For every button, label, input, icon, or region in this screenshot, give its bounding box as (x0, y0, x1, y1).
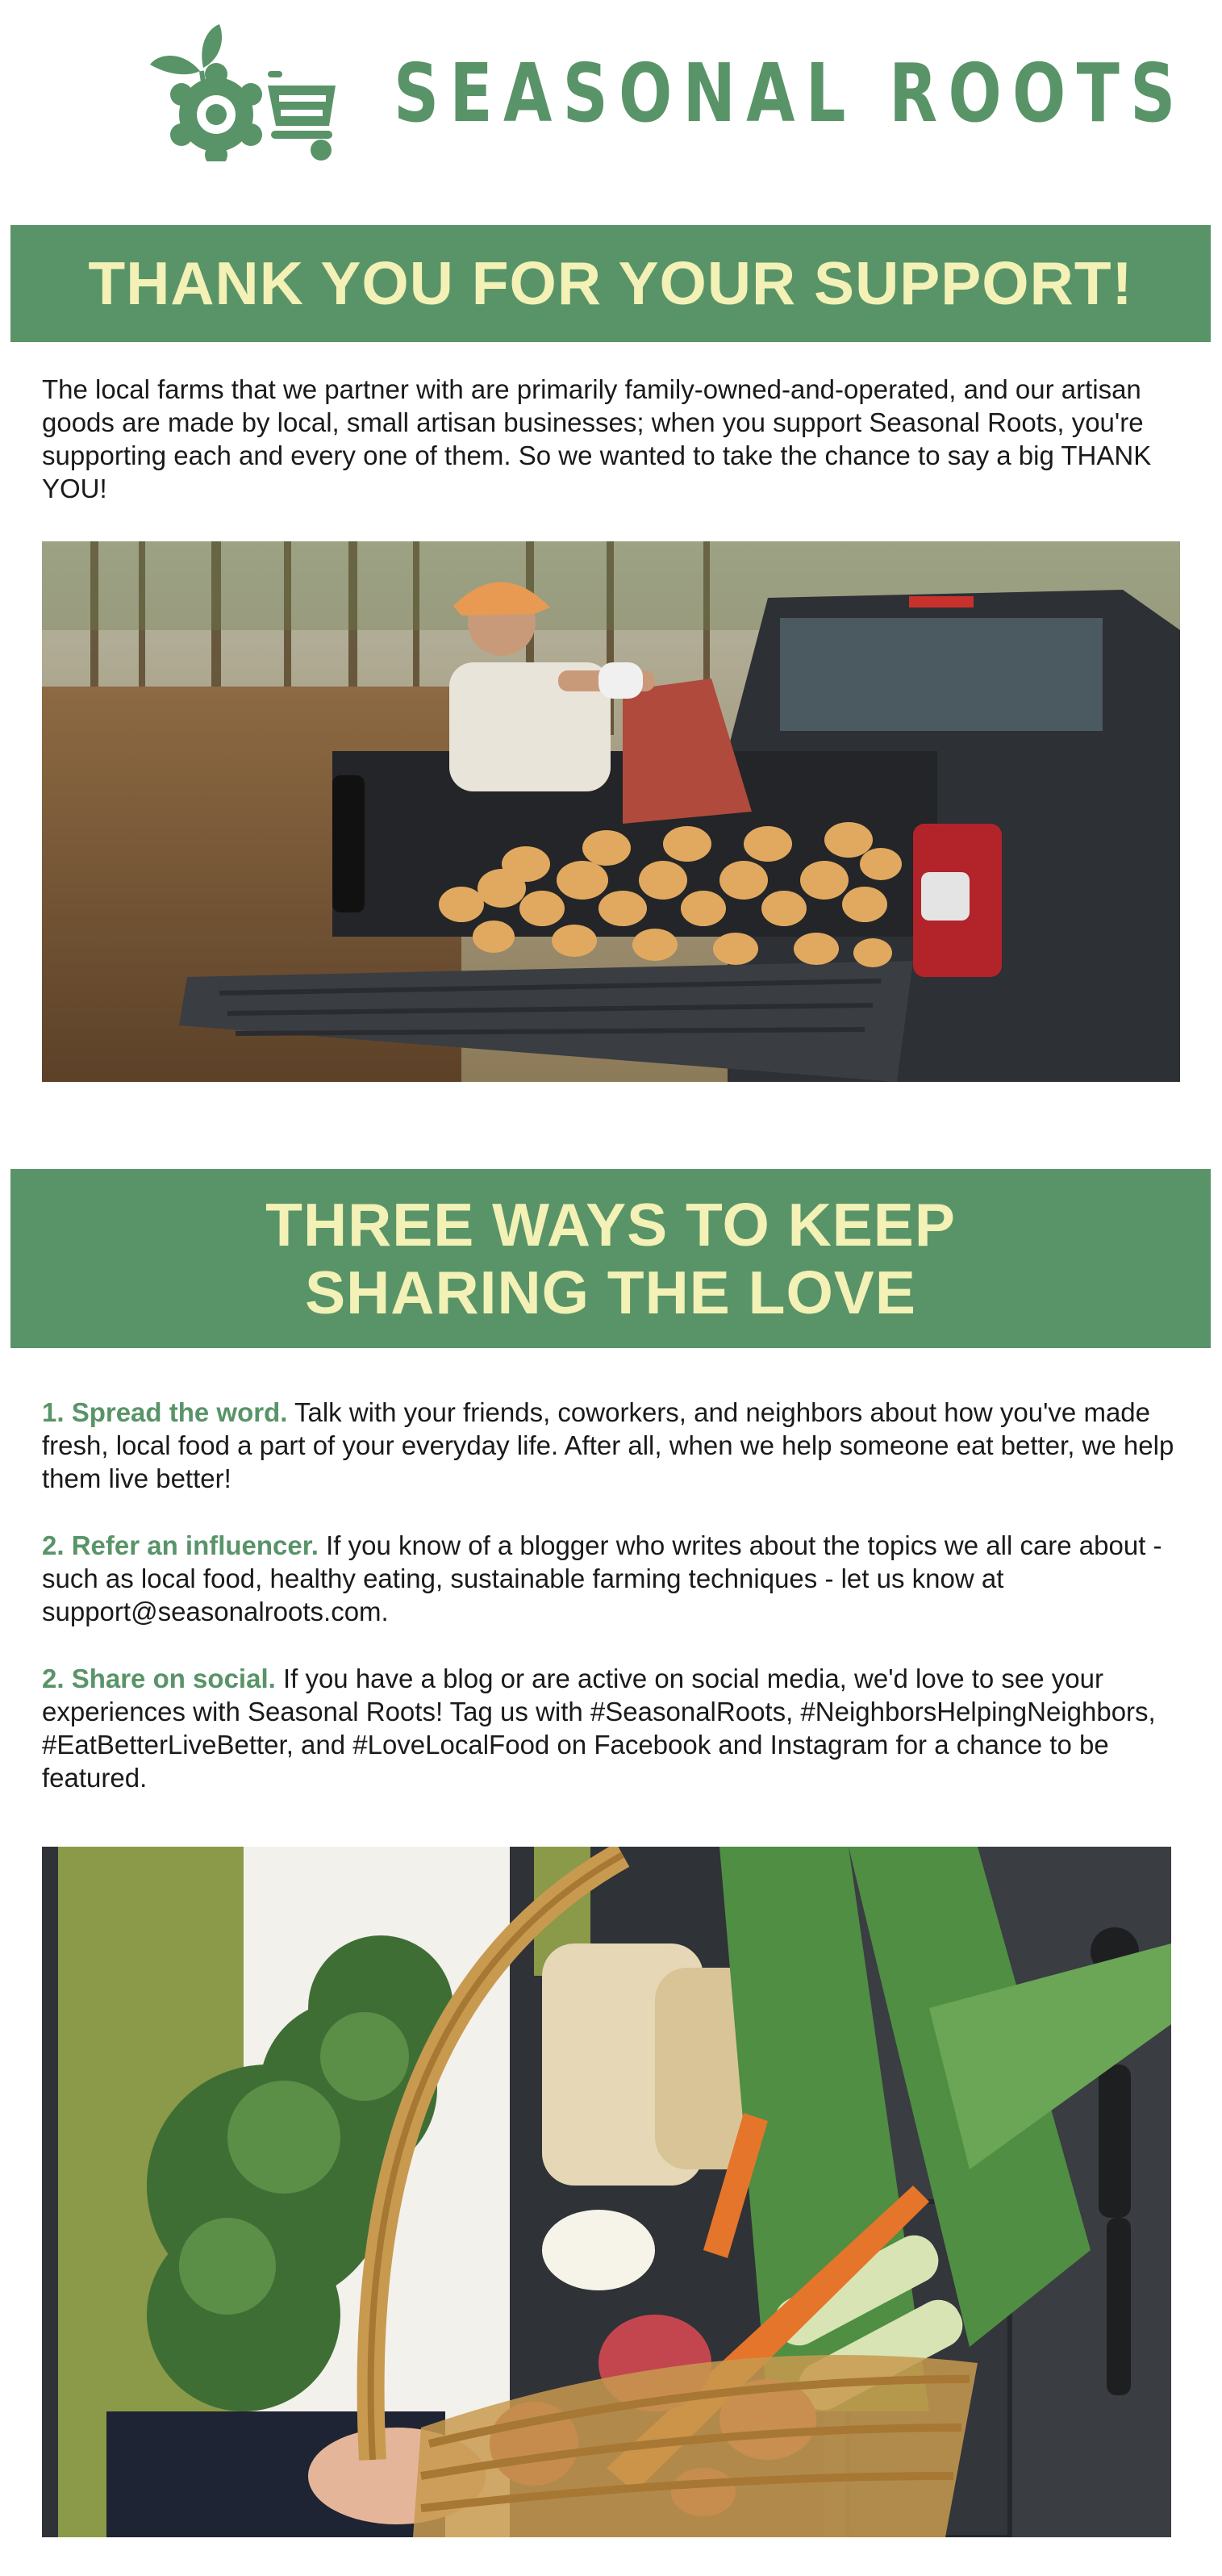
tip-item (42, 1396, 1187, 1495)
brand-name: SEASONAL ROOTS (394, 46, 1187, 140)
tip-item (42, 1662, 1187, 1794)
three-ways-heading-line-2: SHARING THE LOVE (305, 1259, 916, 1326)
tip-lead: 2. Refer an influencer. (42, 1530, 319, 1560)
tip-lead: 2. Share on social. (42, 1664, 276, 1693)
sprout-wagon-icon (150, 24, 344, 161)
tip-text: Talk with your friends, coworkers, and neighbors about how you've made fresh, local food a part of your everyday life. After all, when we help someone eat better, we help them live better! (42, 1397, 1174, 1493)
tip-text: If you have a blog or are active on social media, we'd love to see your experiences with Seasonal Roots! Tag us with #SeasonalRoots, #NeighborsHelpingNeighbors, #EatBetterLiveBetter, and #LoveLocalFood on Facebook and Instagram for a chance to be featured. (42, 1664, 1156, 1793)
thank-you-heading: THANK YOU FOR YOUR SUPPORT! (10, 225, 1211, 342)
vegetable-basket-photo (42, 1847, 1180, 2537)
tip-text: If you know of a blogger who writes about the topics we all care about - such as local food, healthy eating, sustainable farming techniques - let us know at support@seasonalroots.com. (42, 1530, 1162, 1626)
tip-item (42, 1529, 1187, 1628)
farmer-truck-squash-photo (42, 541, 1180, 1082)
thank-you-body: The local farms that we partner with are primarily family-owned-and-operated, and our artisan goods are made by local, small artisan businesses; when you support Seasonal Roots, you're supporting each and every one of them. So we wanted to take the chance to say a big THANK YOU! (42, 374, 1152, 503)
three-ways-heading-line-1: THREE WAYS TO KEEP (265, 1191, 956, 1259)
three-ways-heading (10, 1169, 1211, 1348)
header-logo[interactable] (0, 0, 1222, 224)
tip-lead: 1. Spread the word. (42, 1397, 288, 1427)
